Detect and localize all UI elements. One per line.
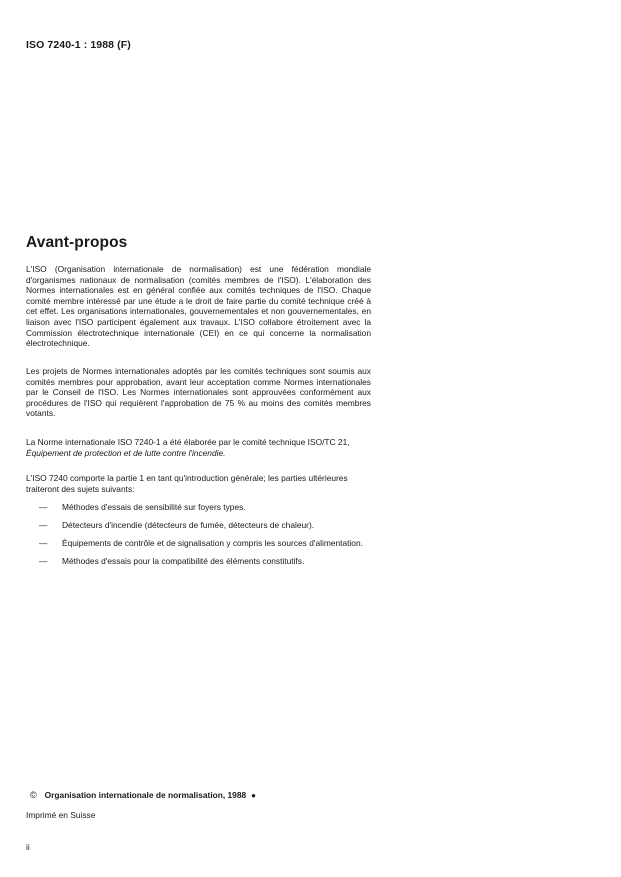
parts-list <box>26 502 371 574</box>
list-item-text: Équipements de contrôle et de signalisation y compris les sources d'alimentation. <box>62 538 363 549</box>
printed-in: Imprimé en Suisse <box>26 810 96 820</box>
list-item-text: Détecteurs d'incendie (détecteurs de fumée, détecteurs de chaleur). <box>62 520 315 531</box>
dash-bullet: — <box>39 502 48 512</box>
dash-bullet: — <box>39 556 48 567</box>
document-header: ISO 7240-1 : 1988 (F) <box>26 39 131 51</box>
list-item-text: Méthodes d'essais de sensibilité sur foyers types. <box>62 502 246 512</box>
paragraph-parts: L'ISO 7240 comporte la partie 1 en tant qu'introduction générale; les parties ultérieures traiteront des sujets suivants: <box>26 473 348 494</box>
paragraph-committee-text: La Norme internationale ISO 7240-1 a été élaborée par le comité technique ISO/TC 21, <box>26 437 350 447</box>
copyright-line <box>30 790 256 800</box>
list-item <box>26 556 371 567</box>
paragraph-iso-intro: L'ISO (Organisation internationale de normalisation) est une fédération mondiale d'organismes nationaux de normalisation (comités membres de l'ISO). L'élaboration des Normes internationales est en général confiée aux comités techniques de l'ISO. Chaque comité membre intéressé par une étude a le droit de faire partie du comité technique créé à cet effet. Les organisations internationales, gouvernementales et non gouvernementales, en liaison avec l'ISO participent également aux travaux. L'ISO collabore étroitement avec la Commission électrotechnique internationale (CEI) en ce qui concerne la normalisation électrotechnique. <box>26 264 371 349</box>
paragraph-approval: Les projets de Normes internationales adoptés par les comités techniques sont soumis aux comités membres pour approbation, avant leur acceptation comme Normes internationales par le Conseil de l'ISO. Les Normes internationales sont approuvées conformément aux procédures de l'ISO qui requièrent l'approbation de 75 % au moins des comités membres votants. <box>26 366 371 419</box>
section-title: Avant-propos <box>26 234 128 251</box>
copyright-text: Organisation internationale de normalisation, 1988 <box>44 790 247 800</box>
committee-name: Équipement de protection et de lutte contre l'incendie. <box>26 447 226 458</box>
list-item <box>26 520 371 531</box>
dash-bullet: — <box>39 538 48 549</box>
dash-bullet: — <box>39 520 48 531</box>
page-number: ii <box>26 842 30 852</box>
paragraph-committee <box>26 437 371 458</box>
copyright-icon: © <box>30 790 37 800</box>
list-item <box>26 538 371 549</box>
list-item-text: Méthodes d'essais pour la compatibilité des éléments constitutifs. <box>62 556 305 567</box>
list-item <box>26 502 371 513</box>
bullet-icon: ● <box>251 791 256 800</box>
